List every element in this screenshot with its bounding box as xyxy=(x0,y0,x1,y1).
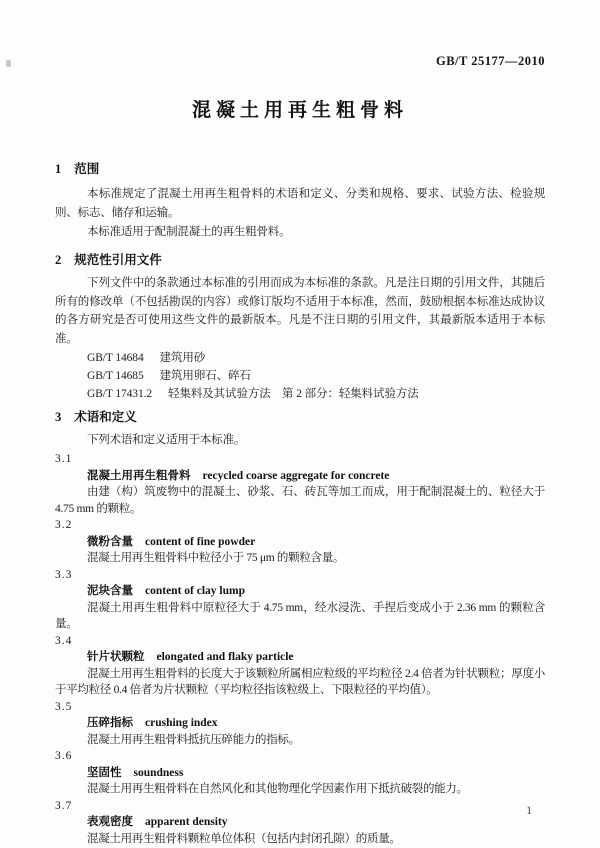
term-definition: 由建（构）筑废物中的混凝土、砂浆、石、砖瓦等加工而成，用于配制混凝土的、粒径大于 4.75 mm 的颗粒。 xyxy=(55,486,545,515)
term-definition: 混凝土用再生粗骨料中粒径小于 75 μm 的颗粒含量。 xyxy=(87,552,345,564)
term-number: 3.1 xyxy=(55,453,73,465)
term-zh: 针片状颗粒 xyxy=(87,651,145,663)
section-1-number: 1 xyxy=(55,162,62,176)
term-zh: 混凝土用再生粗骨料 xyxy=(87,469,191,482)
term-number: 3.7 xyxy=(55,799,73,812)
term-zh: 坚固性 xyxy=(87,766,122,779)
term-en: content of fine powder xyxy=(145,535,256,548)
term-heading xyxy=(55,649,545,666)
term-en: crushing index xyxy=(145,717,218,729)
term-zh: 泥块含量 xyxy=(87,585,133,597)
section-1-heading xyxy=(55,160,545,178)
term-zh: 表观密度 xyxy=(87,816,133,828)
scope-paragraph-1: 本标准规定了混凝土用再生粗骨料的术语和定义、分类和规格、要求、试验方法、检验规则、标志、储存和运输。 xyxy=(55,188,545,219)
term-heading xyxy=(55,715,545,732)
term-item xyxy=(55,798,545,848)
term-number: 3.3 xyxy=(55,568,73,581)
section-3-title: 术语和定义 xyxy=(74,410,137,424)
term-en: recycled coarse aggregate for concrete xyxy=(202,469,390,482)
section-1-title: 范围 xyxy=(74,162,100,176)
section-2-title: 规范性引用文件 xyxy=(74,253,162,267)
reference-code: GB/T 14685 xyxy=(87,370,144,382)
reference-item xyxy=(55,349,545,367)
term-heading xyxy=(55,765,545,782)
term-en: apparent density xyxy=(145,816,228,828)
page-number: 1 xyxy=(526,805,532,817)
term-heading xyxy=(55,468,545,485)
reference-title: 建筑用砂 xyxy=(159,352,206,364)
term-item xyxy=(55,699,545,749)
term-number: 3.5 xyxy=(55,700,73,713)
term-definition: 混凝土用再生粗骨料颗粒单位体积（包括内封闭孔隙）的质量。 xyxy=(87,832,401,845)
term-zh: 压碎指标 xyxy=(87,717,133,729)
reference-code: GB/T 17431.2 xyxy=(87,388,153,400)
reference-item xyxy=(55,367,545,385)
term-heading xyxy=(55,814,545,831)
term-en: soundness xyxy=(133,766,184,779)
term-heading xyxy=(55,534,545,551)
term-definition: 混凝土用再生粗骨料的长度大于该颗粒所属相应粒级的平均粒径 2.4 倍者为针状颗粒；厚度小于平均粒径 0.4 倍者为片状颗粒（平均粒径指该粒级上、下限粒径的平均值）。 xyxy=(55,667,545,696)
normative-refs-paragraph: 下列文件中的条款通过本标准的引用而成为本标准的条款。凡是注日期的引用文件，其随后所有的修改单（不包括勘误的内容）或修订版均不适用于本标准，然而，鼓励根据本标准达成协议的各方研究是否可使用这些文件的最新版本。凡是不注日期的引用文件，其最新版本适用于本标准。 xyxy=(55,277,545,345)
scope-paragraph-2: 本标准适用于配制混凝土的再生粗骨料。 xyxy=(87,226,291,238)
terms-list xyxy=(55,451,545,847)
term-item xyxy=(55,633,545,699)
reference-title: 建筑用卵石、碎石 xyxy=(159,370,251,382)
term-number: 3.2 xyxy=(55,519,73,531)
term-definition: 混凝土用再生粗骨料中原粒径大于 4.75 mm，经水浸洗、手捏后变成小于 2.36 mm 的颗粒含量。 xyxy=(55,601,545,630)
term-item xyxy=(55,451,545,517)
section-2-heading xyxy=(55,251,545,269)
term-number: 3.4 xyxy=(55,634,73,647)
term-zh: 微粉含量 xyxy=(87,535,133,548)
reference-title: 轻集料及其试验方法 第 2 部分：轻集料试验方法 xyxy=(168,388,419,400)
term-number: 3.6 xyxy=(55,750,73,762)
term-definition: 混凝土用再生粗骨料抵抗压碎能力的指标。 xyxy=(87,733,300,746)
term-heading xyxy=(55,583,545,600)
term-item xyxy=(55,748,545,798)
term-definition: 混凝土用再生粗骨料在自然风化和其他物理化学因素作用下抵抗破裂的能力。 xyxy=(87,783,468,795)
terms-intro: 下列术语和定义适用于本标准。 xyxy=(87,434,246,446)
reference-code: GB/T 14684 xyxy=(87,352,144,364)
section-3-number: 3 xyxy=(55,410,62,424)
term-item xyxy=(55,517,545,567)
term-en: content of clay lump xyxy=(145,585,245,597)
term-item xyxy=(55,567,545,633)
section-2-number: 2 xyxy=(55,253,62,267)
scan-artifact xyxy=(6,60,11,67)
reference-item xyxy=(55,385,545,403)
term-en: elongated and flaky particle xyxy=(156,651,294,663)
reference-list xyxy=(55,349,545,403)
doc-number: GB/T 25177—2010 xyxy=(435,54,545,68)
doc-title: 混凝土用再生粗骨料 xyxy=(191,100,408,121)
section-3-heading xyxy=(55,408,545,426)
